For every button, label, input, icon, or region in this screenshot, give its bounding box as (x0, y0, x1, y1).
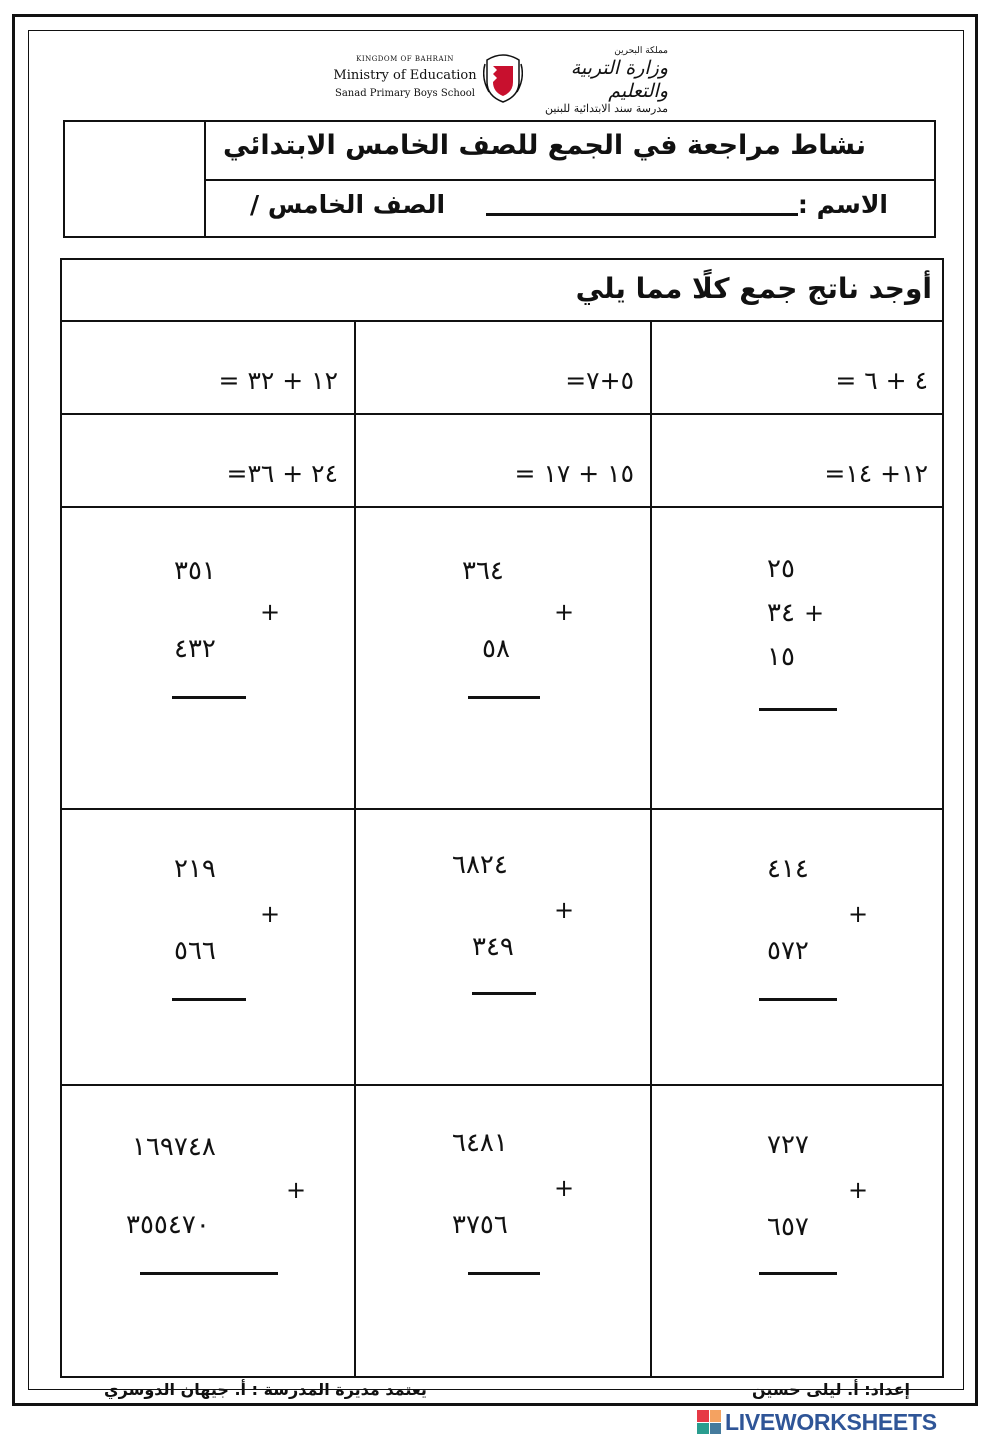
addend-bottom: ٥٦٦ (174, 936, 216, 966)
addend-top: ٣٦٤ (462, 556, 504, 586)
equation-r1-c2[interactable]: ٥+٧= (565, 366, 634, 395)
school-english: Sanad Primary Boys School (334, 87, 475, 99)
row-divider (62, 808, 942, 810)
addend-bottom: ٥٨ (482, 634, 510, 664)
equation-r2-c1[interactable]: ١٢+ ١٤= (824, 459, 928, 488)
addend-bottom: ٣٧٥٦ (452, 1210, 508, 1240)
answer-line[interactable] (468, 696, 540, 699)
header-divider-horizontal (204, 179, 934, 181)
addend-middle: ٣٤ (767, 598, 795, 628)
addend-top: ٤١٤ (767, 854, 809, 884)
plus-sign: + (554, 896, 575, 924)
equation-r2-c2[interactable]: ١٥ + ١٧ = (514, 459, 634, 488)
brand-text: LIVEWORKSHEETS (725, 1408, 937, 1435)
name-write-line[interactable] (486, 213, 798, 216)
addend-top: ٧٢٧ (767, 1130, 809, 1160)
addend-top: ٢١٩ (174, 854, 216, 884)
addend-bottom: ٦٥٧ (767, 1212, 809, 1242)
plus-sign: + (848, 900, 869, 928)
answer-line[interactable] (172, 696, 246, 699)
approved-by: يعتمد مديرة المدرسة : أ. جيهان الدوسري (104, 1380, 427, 1399)
answer-line[interactable] (140, 1272, 278, 1275)
answer-line[interactable] (472, 992, 536, 995)
prepared-by: إعداد: أ. ليلى حسين (751, 1380, 910, 1399)
plus-sign: + (554, 1174, 575, 1202)
bahrain-emblem-icon (483, 52, 523, 104)
plus-sign: + (804, 599, 825, 627)
class-label: الصف الخامس / (250, 190, 446, 219)
column-divider (650, 320, 652, 1378)
letterhead-english (330, 55, 480, 99)
answer-line[interactable] (172, 998, 246, 1001)
plus-sign: + (848, 1176, 869, 1204)
liveworksheets-logo-icon (697, 1410, 721, 1434)
kingdom-arabic: مملكة البحرين (614, 46, 668, 56)
plus-sign: + (286, 1176, 307, 1204)
row-divider (62, 320, 942, 322)
answer-line[interactable] (759, 708, 837, 711)
exercise-table (60, 258, 944, 1378)
letterhead-arabic (528, 46, 668, 116)
header-table (63, 120, 936, 238)
ministry-english: Ministry of Education (333, 68, 477, 84)
ministry-arabic: وزارة التربية والتعليم (570, 56, 668, 102)
worksheet-title: نشاط مراجعة في الجمع للصف الخامس الابتدائي (222, 130, 866, 161)
plus-sign: + (260, 900, 281, 928)
row-divider (62, 1084, 942, 1086)
plus-sign: + (260, 598, 281, 626)
addend-bottom: ٤٣٢ (174, 634, 216, 664)
column-divider (354, 320, 356, 1378)
plus-sign: + (554, 598, 575, 626)
kingdom-english: KINGDOM OF BAHRAIN (356, 55, 454, 63)
liveworksheets-brand[interactable] (697, 1408, 937, 1436)
equation-r1-c1[interactable]: ٤ + ٦ = (835, 366, 928, 395)
addend-bottom: ٣٤٩ (472, 932, 514, 962)
row-divider (62, 413, 942, 415)
addend-top: ٣٥١ (174, 556, 216, 586)
name-label: الاسم : (797, 190, 888, 219)
answer-line[interactable] (468, 1272, 540, 1275)
instruction-text: أوجد ناتج جمع كلًا مما يلي (575, 272, 932, 305)
addend-bottom: ٣٥٥٤٧٠ (126, 1210, 210, 1240)
addend-bottom: ٥٧٢ (767, 936, 809, 966)
equation-r1-c3[interactable]: ١٢ + ٣٢ = (218, 366, 338, 395)
answer-line[interactable] (759, 1272, 837, 1275)
addend-bottom: ١٥ (767, 642, 795, 672)
addend-top: ٦٨٢٤ (452, 850, 508, 880)
row-divider (62, 506, 942, 508)
school-arabic: مدرسة سند الابتدائية للبنين (544, 102, 668, 116)
addend-top: ٢٥ (767, 554, 795, 584)
addend-top: ١٦٩٧٤٨ (132, 1132, 216, 1162)
addend-top: ٦٤٨١ (452, 1128, 508, 1158)
answer-line[interactable] (759, 998, 837, 1001)
equation-r2-c3[interactable]: ٢٤ + ٣٦= (226, 459, 338, 488)
